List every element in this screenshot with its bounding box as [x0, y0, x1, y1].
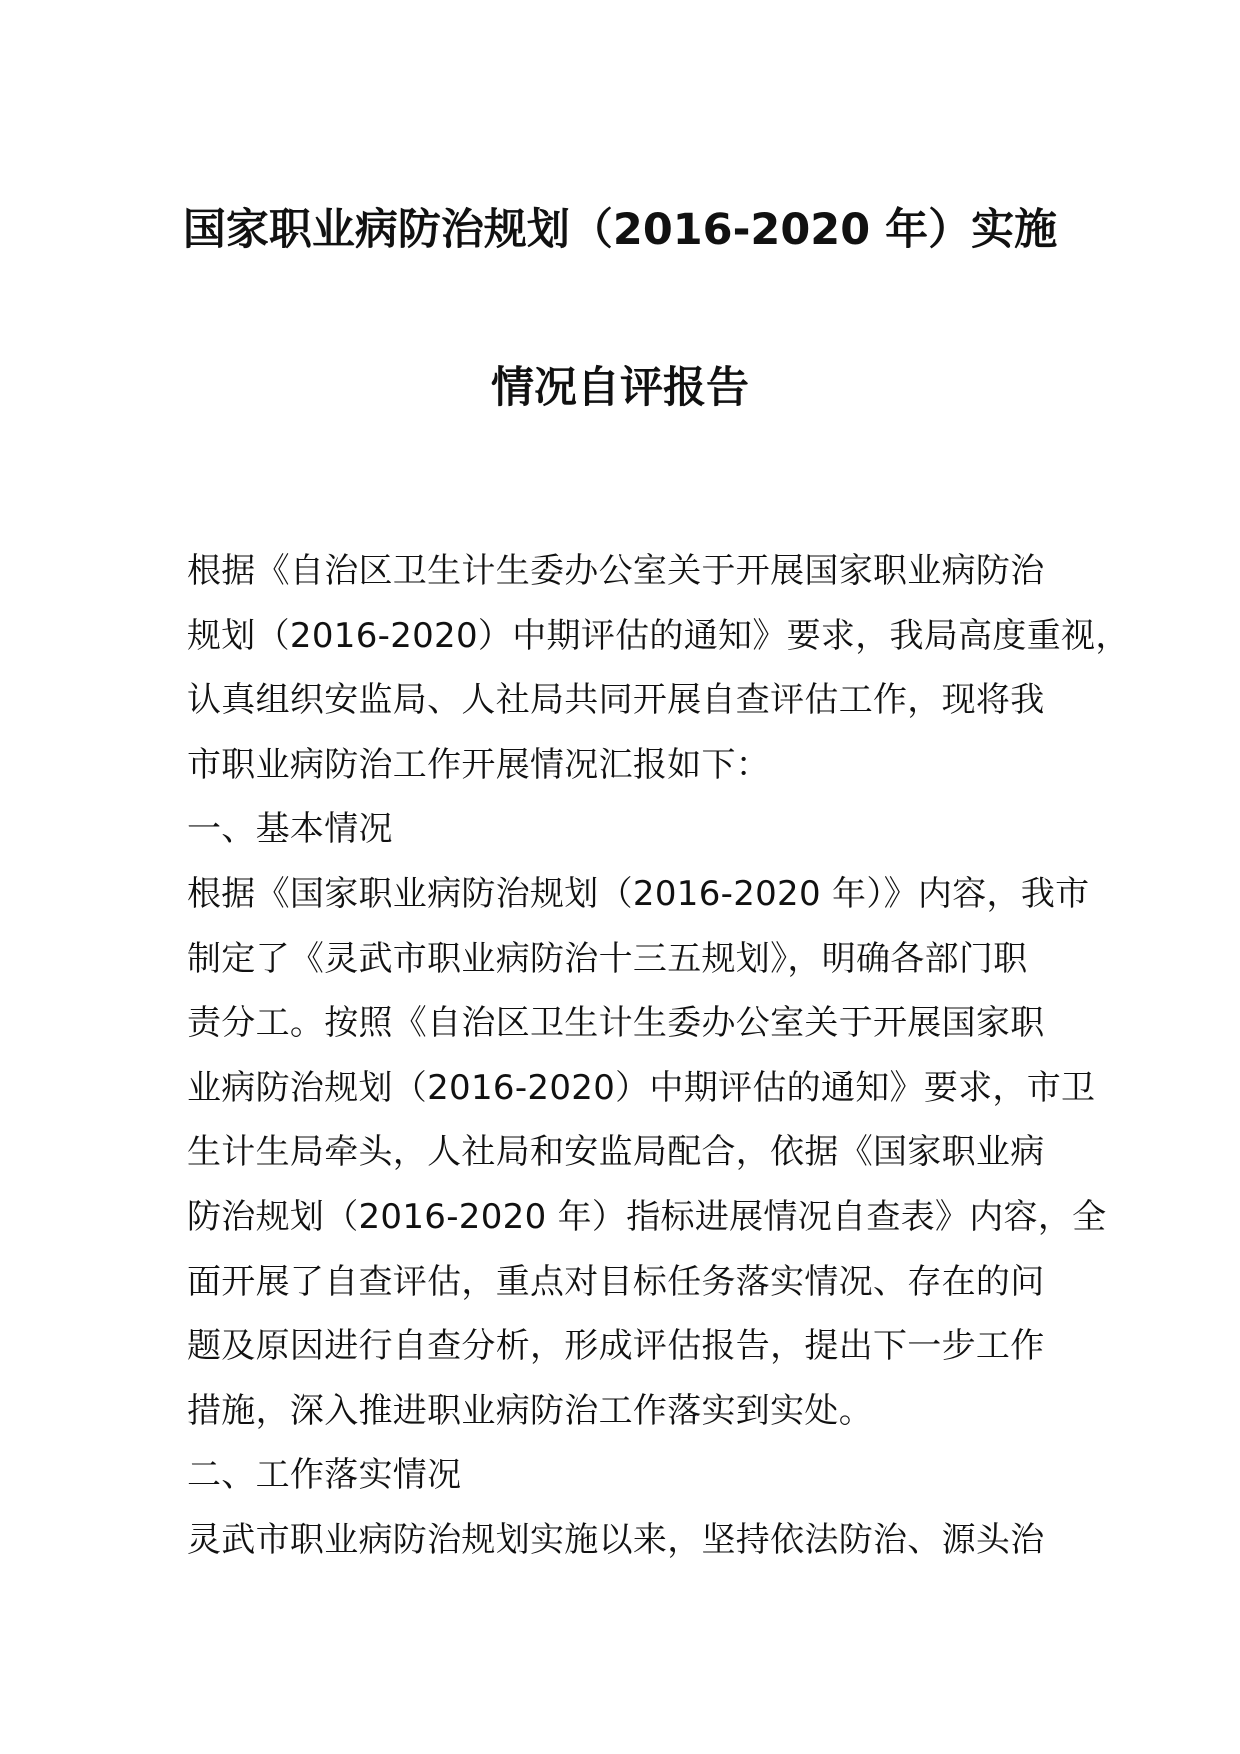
- section-heading-basic-situation: 一、基本情况: [187, 809, 393, 850]
- paragraph-line: 生计生局牵头，人社局和安监局配合，依据《国家职业病: [187, 1132, 1045, 1173]
- paragraph-line: 市职业病防治工作开展情况汇报如下：: [187, 744, 771, 785]
- paragraph-line: 灵武市职业病防治规划实施以来，坚持依法防治、源头治: [187, 1519, 1045, 1560]
- paragraph-line: 责分工。按照《自治区卫生计生委办公室关于开展国家职: [187, 1003, 1045, 1044]
- document-body: [187, 539, 1130, 1573]
- paragraph-line: 业病防治规划（2016-2020）中期评估的通知》要求，市卫: [187, 1067, 1096, 1108]
- paragraph-line: 防治规划（2016-2020 年）指标进展情况自查表》内容，全: [187, 1196, 1107, 1237]
- paragraph-line: 面开展了自查评估，重点对目标任务落实情况、存在的问: [187, 1261, 1045, 1302]
- paragraph-line: 制定了《灵武市职业病防治十三五规划》，明确各部门职: [187, 938, 1028, 979]
- paragraph-line: 规划（2016-2020）中期评估的通知》要求，我局高度重视，: [187, 615, 1130, 656]
- paragraph-line: 题及原因进行自查分析，形成评估报告，提出下一步工作: [187, 1326, 1045, 1367]
- document-title-line-1: 国家职业病防治规划（2016-2020 年）实施: [182, 205, 1058, 255]
- paragraph-line: 措施，深入推进职业病防治工作落实到实处。: [187, 1390, 873, 1431]
- paragraph-line: 认真组织安监局、人社局共同开展自查评估工作，现将我: [187, 680, 1045, 721]
- paragraph-line: 根据《自治区卫生计生委办公室关于开展国家职业病防治: [187, 551, 1045, 591]
- section-heading-work-implementation: 二、工作落实情况: [187, 1455, 462, 1496]
- document-title-line-2: 情况自评报告: [491, 363, 749, 413]
- paragraph-line: 根据《国家职业病防治规划（2016-2020 年）》内容，我市: [187, 873, 1090, 914]
